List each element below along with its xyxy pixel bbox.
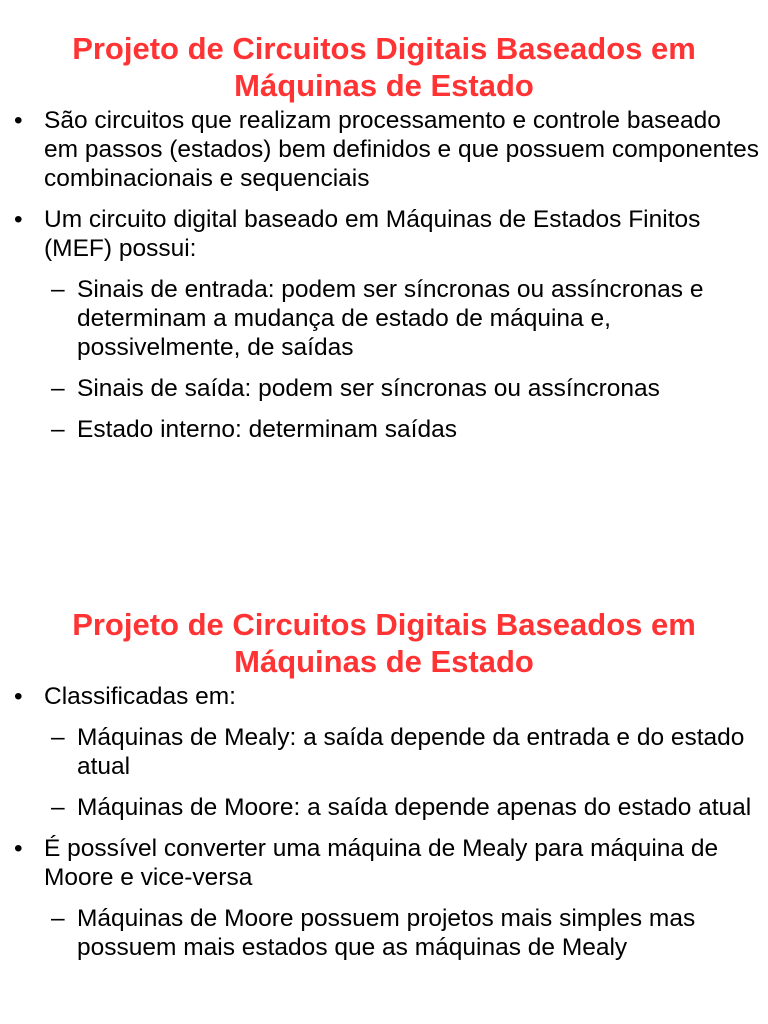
- bullet-item: [0, 834, 768, 962]
- bullet-symbol: •: [14, 835, 23, 862]
- sub-bullet-text: Máquinas de Moore possuem projetos mais simples mas possuem mais estados que as máquinas de Mealy: [77, 905, 696, 961]
- slide-title: [0, 30, 768, 104]
- dash-symbol: –: [51, 416, 65, 443]
- dash-symbol: –: [51, 794, 65, 821]
- bullet-text: São circuitos que realizam processamento e controle baseado em passos (estados) bem definidos e que possuem componentes combinacionais e sequenciais: [44, 107, 759, 192]
- sub-bullet-text: Sinais de entrada: podem ser síncronas ou assíncronas e determinam a mudança de estado de máquina e, possivelmente, de saídas: [77, 276, 704, 361]
- slide-title-line-2: Máquinas de Estado: [234, 644, 534, 679]
- slide-title: [0, 606, 768, 680]
- sub-bullet-item: [44, 904, 760, 962]
- sub-bullet-text: Máquinas de Moore: a saída depende apenas do estado atual: [77, 794, 752, 821]
- sub-bullet-list: [44, 904, 760, 962]
- slide-1: [0, 30, 768, 456]
- dash-symbol: –: [51, 375, 65, 402]
- sub-bullet-text: Máquinas de Mealy: a saída depende da entrada e do estado atual: [77, 724, 745, 780]
- sub-bullet-item: [44, 415, 760, 444]
- sub-bullet-list: [44, 275, 760, 444]
- bullet-list: [0, 682, 768, 962]
- dash-symbol: –: [51, 724, 65, 751]
- bullet-item: [0, 106, 768, 193]
- sub-bullet-list: [44, 723, 760, 822]
- slide-title-line-1: Projeto de Circuitos Digitais Baseados em: [72, 31, 696, 66]
- dash-symbol: –: [51, 276, 65, 303]
- sub-bullet-item: [44, 374, 760, 403]
- sub-bullet-item: [44, 793, 760, 822]
- bullet-symbol: •: [14, 206, 23, 233]
- bullet-symbol: •: [14, 683, 23, 710]
- sub-bullet-item: [44, 275, 760, 362]
- sub-bullet-item: [44, 723, 760, 781]
- dash-symbol: –: [51, 905, 65, 932]
- bullet-text: Um circuito digital baseado em Máquinas de Estados Finitos (MEF) possui:: [44, 206, 701, 262]
- bullet-text: Classificadas em:: [44, 683, 236, 710]
- slide-2: [0, 606, 768, 974]
- sub-bullet-text: Sinais de saída: podem ser síncronas ou assíncronas: [77, 375, 660, 402]
- bullet-list: [0, 106, 768, 444]
- bullet-symbol: •: [14, 107, 23, 134]
- bullet-text: É possível converter uma máquina de Mealy para máquina de Moore e vice-versa: [44, 835, 719, 891]
- slide-title-line-1: Projeto de Circuitos Digitais Baseados em: [72, 607, 696, 642]
- bullet-item: [0, 682, 768, 822]
- bullet-item: [0, 205, 768, 444]
- sub-bullet-text: Estado interno: determinam saídas: [77, 416, 457, 443]
- slide-title-line-2: Máquinas de Estado: [234, 68, 534, 103]
